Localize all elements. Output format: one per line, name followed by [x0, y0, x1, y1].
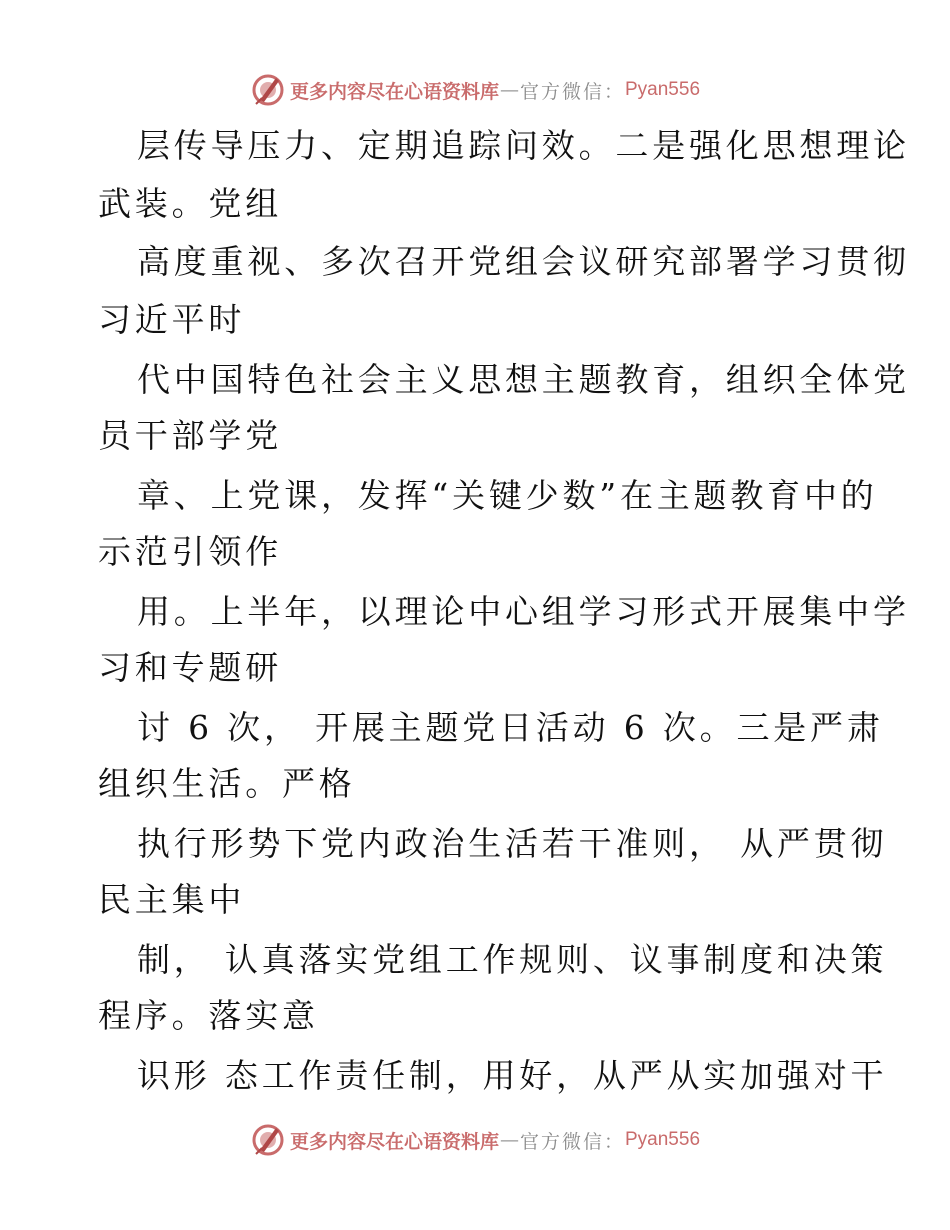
header-watermark [0, 70, 950, 110]
body-line: 讨 6 次， 开展主题党日活动 6 次。三是严肃 [137, 708, 884, 747]
body-line: 习近平时 [98, 300, 246, 339]
body-line: 章、上党课，发挥“关键少数”在主题教育中的 [137, 476, 878, 515]
watermark-official-label: 官方微信： [519, 80, 625, 103]
watermark-main-text: 更多内容尽在心语资料库 [289, 80, 499, 103]
body-line: 制， 认真落实党组工作规则、议事制度和决策 [137, 940, 888, 979]
body-line: 习和专题研 [98, 648, 282, 687]
body-line: 武装。党组 [98, 184, 282, 223]
body-line: 民主集中 [98, 880, 246, 919]
body-line: 层传导压力、定期追踪问效。二是强化思想理论 [137, 126, 910, 165]
body-line: 组织生活。严格 [98, 764, 356, 803]
body-line: 程序。落实意 [98, 996, 319, 1035]
quill-seal-logo-icon [250, 72, 286, 108]
watermark-wechat-id: Pyan556 [625, 1129, 701, 1150]
body-line: 员干部学党 [98, 416, 282, 455]
watermark-wechat-id: Pyan556 [625, 79, 701, 100]
body-line: 示范引领作 [98, 532, 282, 571]
watermark-main-text: 更多内容尽在心语资料库 [289, 1130, 499, 1153]
watermark-separator: — [499, 79, 519, 101]
quill-seal-logo-icon [250, 1122, 286, 1158]
watermark-separator: — [499, 1129, 519, 1151]
body-line: 识形 态工作责任制，用好，从严从实加强对干 [137, 1056, 888, 1095]
body-line: 执行形势下党内政治生活若干准则， 从严贯彻 [137, 824, 888, 863]
body-line: 高度重视、多次召开党组会议研究部署学习贯彻 [137, 242, 910, 281]
footer-watermark [0, 1120, 950, 1160]
body-line: 代中国特色社会主义思想主题教育，组织全体党 [137, 360, 910, 399]
body-line: 用。上半年，以理论中心组学习形式开展集中学 [137, 592, 910, 631]
watermark-official-label: 官方微信： [519, 1130, 625, 1153]
